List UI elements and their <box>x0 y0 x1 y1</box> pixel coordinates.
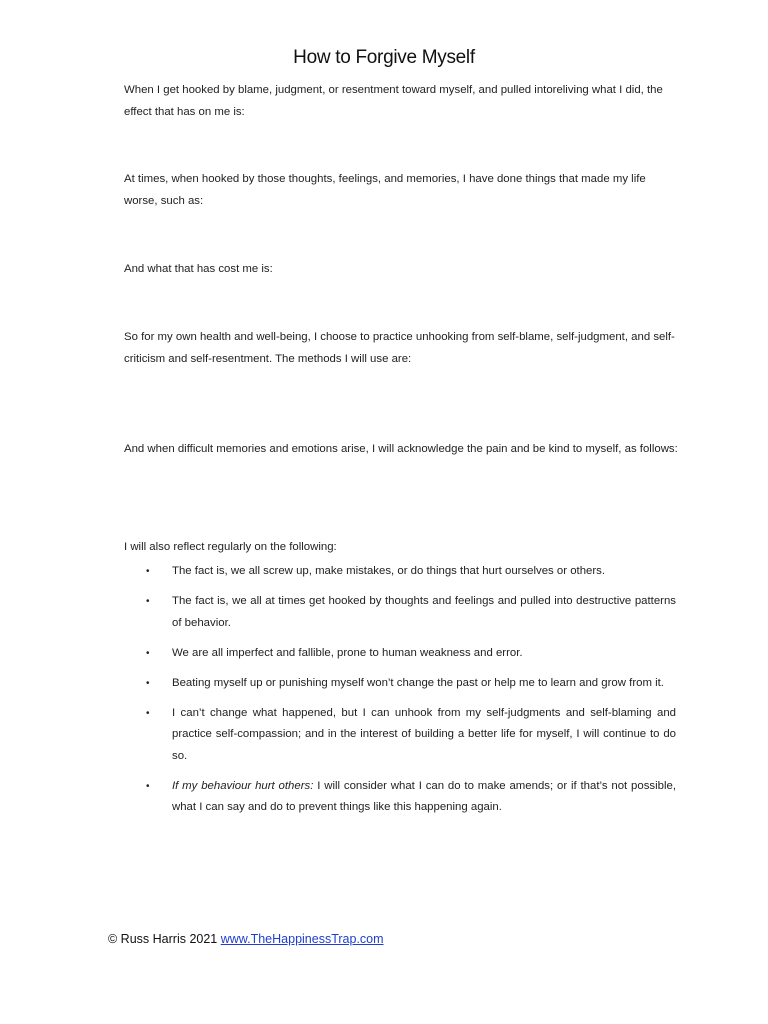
prompt-reflect-intro: I will also reflect regularly on the following: <box>124 541 337 553</box>
bullet-icon: • <box>146 677 150 689</box>
list-item-text: Beating myself up or punishing myself won’t change the past or help me to learn and grow from it. <box>172 676 664 689</box>
reflection-list <box>146 561 676 827</box>
list-item <box>146 561 676 583</box>
bullet-icon: • <box>146 647 150 659</box>
list-item <box>146 703 676 768</box>
footer <box>108 932 384 946</box>
prompt-methods: So for my own health and well-being, I choose to practice unhooking from self-blame, self-judgment, and self-criticism and self-resentment. The methods I will use are: <box>124 331 675 365</box>
prompt-effect: When I get hooked by blame, judgment, or resentment toward myself, and pulled intoreliving what I did, the effect that has on me is: <box>124 84 663 118</box>
prompt-cost: And what that has cost me is: <box>124 263 273 275</box>
list-item-text: I will consider what I can do to make amends; or if that’s not possible, what I can say and do to prevent things like this happening again. <box>172 779 676 813</box>
bullet-icon: • <box>146 780 150 792</box>
list-item-text: The fact is, we all at times get hooked by thoughts and feelings and pulled into destructive patterns of behavior. <box>172 595 676 629</box>
copyright-text: © Russ Harris 2021 <box>108 932 218 946</box>
page-title: How to Forgive Myself <box>293 47 475 68</box>
list-item <box>146 776 676 819</box>
bullet-icon: • <box>146 566 150 577</box>
list-item-lead: If my behaviour hurt others: <box>172 779 314 792</box>
bullet-icon: • <box>146 707 150 719</box>
list-item <box>146 673 676 695</box>
list-item-text: I can’t change what happened, but I can unhook from my self-judgments and self-blaming and practice self-compassion; and in the interest of building a better life for myself, I will continue to do so. <box>172 706 676 762</box>
prompt-kindness: And when difficult memories and emotions arise, I will acknowledge the pain and be kind to myself, as follows: <box>124 443 678 455</box>
bullet-icon: • <box>146 596 150 607</box>
website-link[interactable]: www.TheHappinessTrap.com <box>220 932 384 946</box>
prompt-worse: At times, when hooked by those thoughts, feelings, and memories, I have done things that made my life worse, such as: <box>124 173 646 207</box>
list-item <box>146 591 676 634</box>
list-item-text: We are all imperfect and fallible, prone to human weakness and error. <box>172 646 523 659</box>
list-item-text: The fact is, we all screw up, make mistakes, or do things that hurt ourselves or others. <box>172 565 606 577</box>
list-item <box>146 643 676 665</box>
